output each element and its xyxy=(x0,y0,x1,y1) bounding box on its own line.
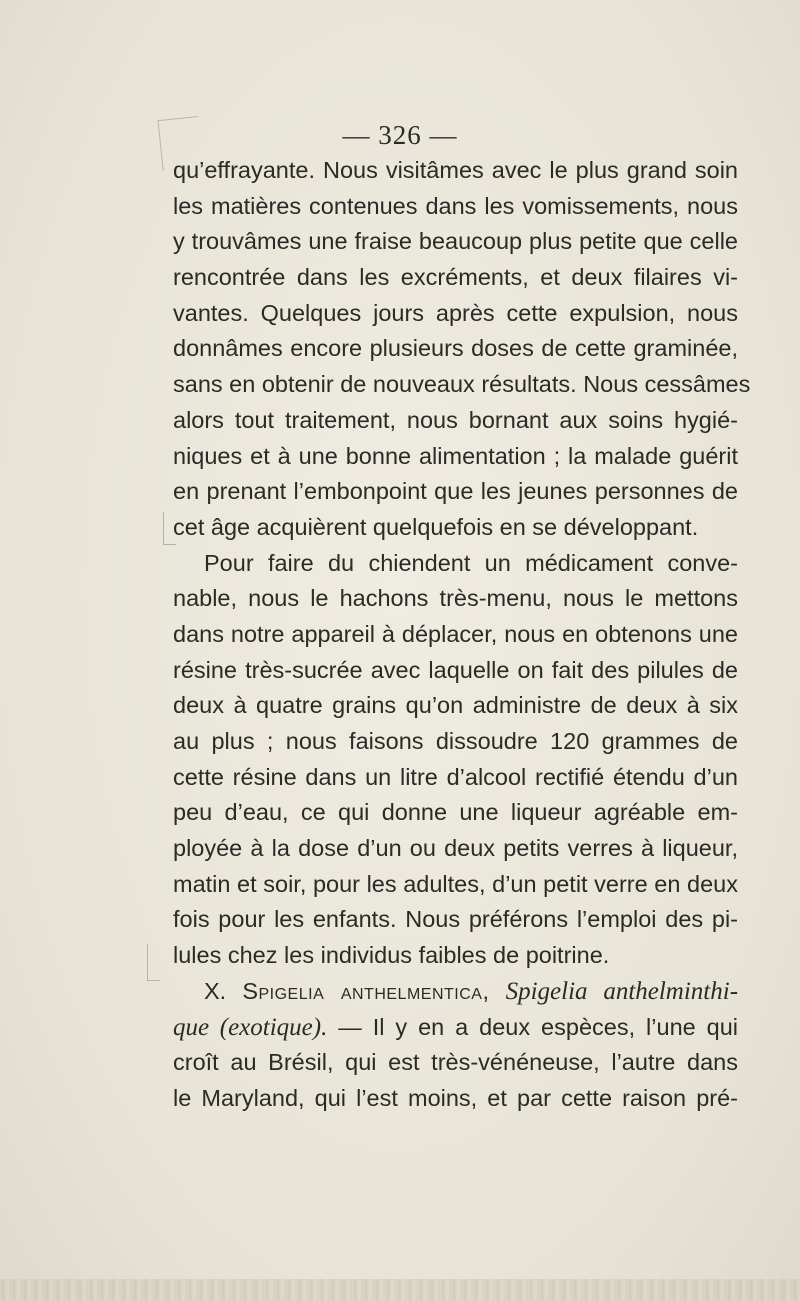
text-line: cet âge acquièrent quelquefois en se développant. xyxy=(173,513,699,540)
section-name-italic: Spigelia anthelminthi- xyxy=(505,977,739,1005)
text-line: matin et soir, pour les adultes, d’un petit verre en deux xyxy=(173,870,738,897)
text-line: dans notre appareil à déplacer, nous en obtenons une xyxy=(173,620,738,647)
page-number: — 326 — xyxy=(342,120,458,150)
text-line: niques et à une bonne alimentation ; la malade guérit xyxy=(173,442,738,469)
section-name-caps: Spigelia anthelmentica, xyxy=(242,977,490,1004)
text-line: fois pour les enfants. Nous préférons l’emploi des pi- xyxy=(173,906,738,933)
section-heading-line xyxy=(173,974,738,1010)
text-line: nable, nous le hachons très-menu, nous le mettons xyxy=(173,585,738,612)
text-line: peu d’eau, ce qui donne une liqueur agréable em- xyxy=(173,799,738,826)
text-line: ployée à la dose d’un ou deux petits verres à liqueur, xyxy=(173,835,738,862)
text-line: au plus ; nous faisons dissoudre 120 grammes de xyxy=(173,728,738,754)
margin-bracket-mark xyxy=(147,944,160,981)
text-line: le Maryland, qui l’est moins, et par cette raison pré- xyxy=(173,1084,738,1111)
text-line: deux à quatre grains qu’on administre de deux à six xyxy=(173,692,738,719)
text-line: rencontrée dans les excréments, et deux filaires vi- xyxy=(173,264,738,291)
text-line: sans en obtenir de nouveaux résultats. Nous cessâmes xyxy=(173,371,751,398)
text-line: croît au Brésil, qui est très-vénéneuse, l’autre dans xyxy=(173,1049,738,1076)
text-line: qu’effrayante. Nous visitâmes avec le plus grand soin xyxy=(173,157,738,183)
text-line: donnâmes encore plusieurs doses de cette graminée, xyxy=(173,335,738,362)
paragraph-start-line: Pour faire du chiendent un médicament conve- xyxy=(204,549,738,576)
text-line: lules chez les individus faibles de poitrine. xyxy=(173,942,610,969)
text-line: résine très-sucrée avec laquelle on fait des pilules de xyxy=(173,656,738,683)
page-bottom-edge xyxy=(0,1279,800,1301)
text-line: alors tout traitement, nous bornant aux soins hygié- xyxy=(173,406,738,433)
text-line: vantes. Quelques jours après cette expulsion, nous xyxy=(173,299,738,326)
text-line: les matières contenues dans les vomissements, nous xyxy=(173,192,738,219)
body-text xyxy=(173,153,751,1117)
text-line: y trouvâmes une fraise beaucoup plus petite que celle xyxy=(173,228,738,255)
text-line: cette résine dans un litre d’alcool rectifié étendu d’un xyxy=(173,763,738,790)
section-text: — Il y en a deux espèces, l’une qui xyxy=(338,1013,738,1040)
text-line xyxy=(173,1010,738,1046)
section-numeral: X. xyxy=(204,977,227,1004)
section-name-italic: que (exotique). xyxy=(173,1013,328,1041)
text-line: en prenant l’embonpoint que les jeunes personnes de xyxy=(173,478,738,505)
